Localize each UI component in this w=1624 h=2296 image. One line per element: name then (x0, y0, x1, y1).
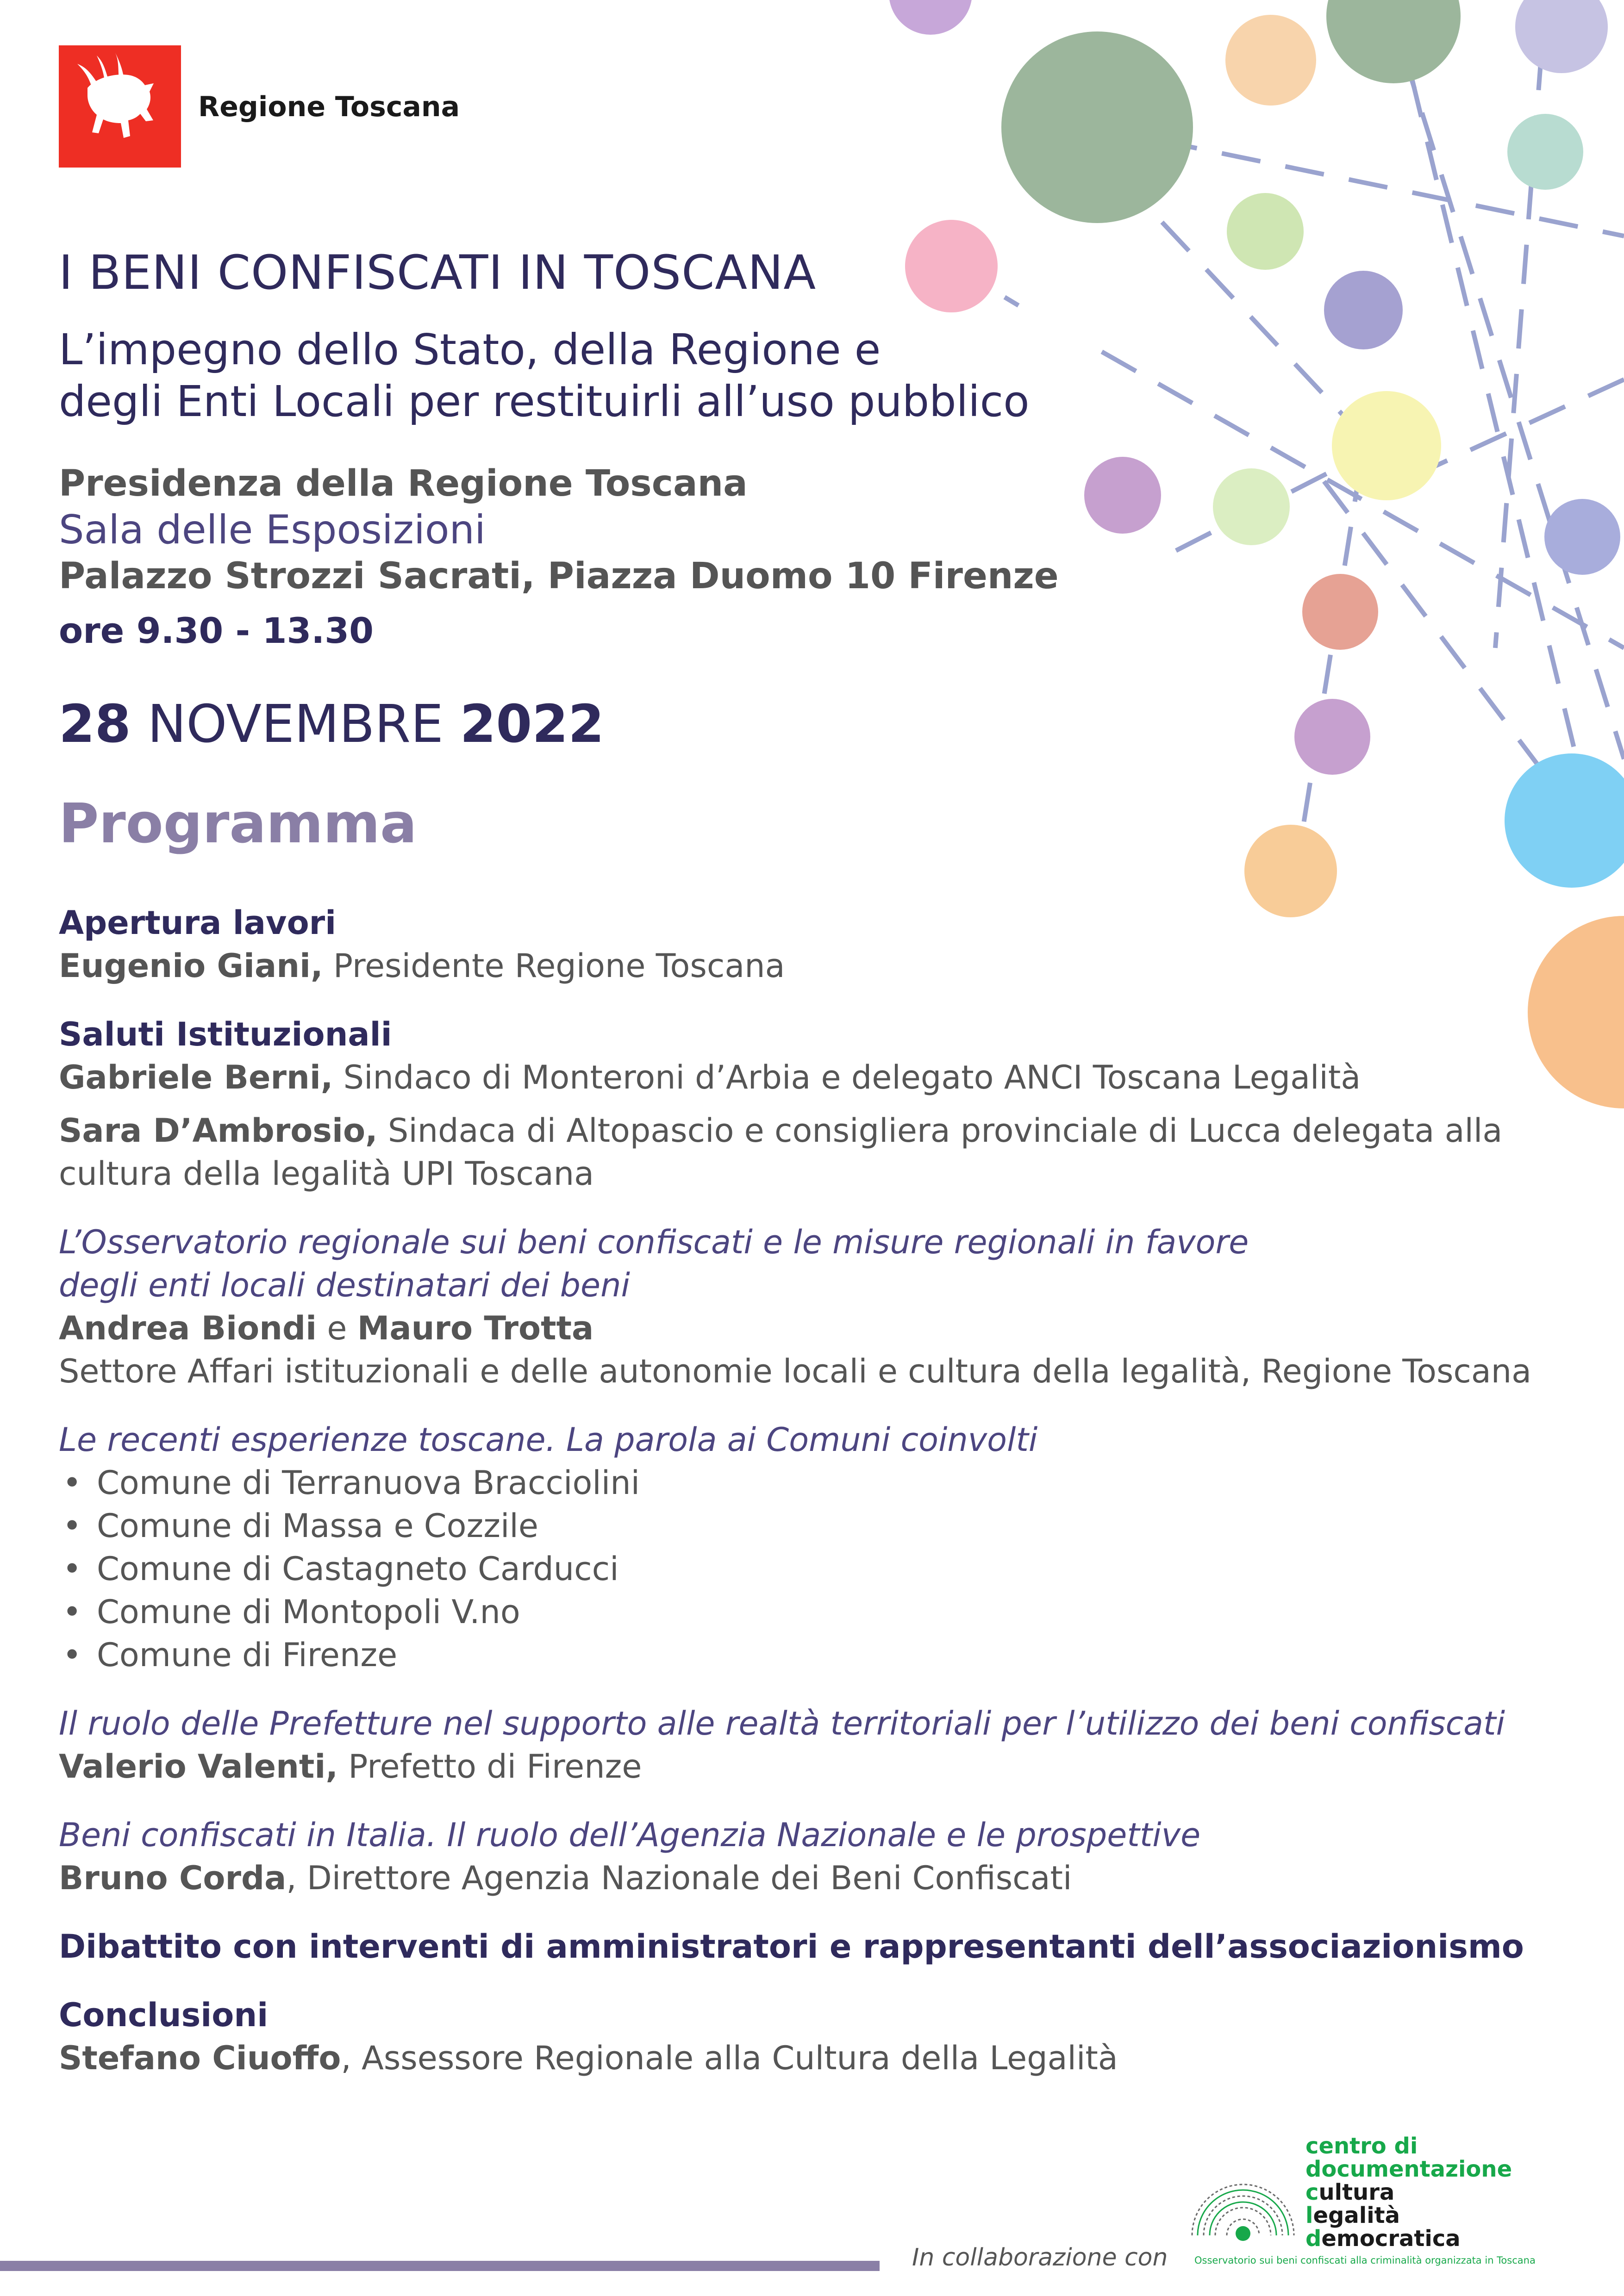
event-title: I BENI CONFISCATI IN TOSCANA (59, 245, 817, 300)
speaker-line (59, 1745, 1563, 1788)
topic-line: L’Osservatorio regionale sui beni confiscati e le misure regionali in favore (59, 1223, 1249, 1261)
event-subtitle (59, 324, 1030, 428)
speaker-role: Sindaco di Monteroni d’Arbia e delegato ANCI Toscana Legalità (333, 1058, 1361, 1096)
cdl-logo-text (1305, 2134, 1512, 2250)
cdl-line: cultura (1305, 2179, 1395, 2205)
subtitle-line: degli Enti Locali per restituirli all’uso pubblico (59, 377, 1030, 426)
list-item: • Comune di Massa e Cozzile (59, 1505, 1563, 1548)
speaker-role: Prefetto di Firenze (337, 1748, 642, 1786)
list-item: • Comune di Montopoli V.no (59, 1591, 1563, 1634)
speaker-line (59, 1857, 1563, 1900)
list-item: • Comune di Terranuova Bracciolini (59, 1462, 1563, 1505)
cdl-subtitle: Osservatorio sui beni confiscati alla criminalità organizzata in Toscana (1194, 2255, 1536, 2266)
bullet: • (62, 1593, 82, 1631)
subtitle-line: L’impegno dello Stato, della Regione e (59, 325, 881, 374)
event-date (59, 694, 604, 754)
bullet: • (62, 1636, 82, 1674)
venue-address: Palazzo Strozzi Sacrati, Piazza Duomo 10 Firenze (59, 555, 1059, 597)
topic-line: Le recenti esperienze toscane. La parola ai Comuni coinvolti (59, 1421, 1038, 1459)
speaker-role: Presidente Regione Toscana (323, 947, 785, 985)
municipality-list (59, 1462, 1563, 1677)
section-prefectures (59, 1702, 1563, 1788)
topic-line: Il ruolo delle Prefetture nel supporto alle realtà territoriali per l’utilizzo dei beni confiscati (59, 1705, 1505, 1742)
speaker-name: Valerio Valenti, (59, 1748, 338, 1786)
speaker-line (59, 1056, 1563, 1099)
list-item: • Comune di Firenze (59, 1634, 1563, 1677)
section-municipalities (59, 1419, 1563, 1677)
cdl-line: democratica (1305, 2226, 1461, 2252)
section-opening (59, 902, 1563, 988)
section-head: Saluti Istituzionali (59, 1015, 392, 1053)
speaker-line (59, 2037, 1563, 2080)
program-content (59, 902, 1563, 2105)
program-title: Programma (59, 791, 417, 855)
event-hours: ore 9.30 - 13.30 (59, 610, 374, 651)
section-agency (59, 1814, 1563, 1900)
regione-toscana-logo (59, 45, 181, 168)
section-conclusions (59, 1994, 1563, 2080)
speaker-role: cultura della legalità UPI Toscana (59, 1155, 594, 1193)
topic-line: Beni confiscati in Italia. Il ruolo dell’Agenzia Nazionale e le prospettive (59, 1816, 1201, 1854)
speaker-line (59, 1109, 1563, 1195)
speaker-name: Andrea Biondi (59, 1309, 317, 1347)
speaker-name: Sara D’Ambrosio, (59, 1112, 378, 1150)
venue-organizer: Presidenza della Regione Toscana (59, 463, 748, 504)
speaker-role: Settore Affari istituzionali e delle autonomie locali e cultura della legalità, Regione Toscana (59, 1352, 1532, 1390)
cdl-line: legalità (1305, 2203, 1400, 2228)
speaker-role: , Assessore Regionale alla Cultura della Legalità (341, 2039, 1118, 2077)
section-greetings (59, 1013, 1563, 1195)
bullet: • (62, 1507, 82, 1545)
cdl-emblem-icon (1178, 2124, 1308, 2249)
cdl-line: centro di (1305, 2133, 1418, 2159)
section-head: Conclusioni (59, 1996, 269, 2034)
section-observatory (59, 1221, 1563, 1393)
pegasus-icon (59, 45, 181, 168)
section-head: Apertura lavori (59, 904, 337, 942)
speaker-name: Stefano Ciuoffo (59, 2039, 341, 2077)
footer-divider (0, 2261, 880, 2271)
speaker-name: Eugenio Giani, (59, 947, 323, 985)
speaker-role: , Direttore Agenzia Nazionale dei Beni Confiscati (286, 1859, 1072, 1897)
speaker-line (59, 1307, 1563, 1350)
speaker-name: Mauro Trotta (357, 1309, 594, 1347)
section-head: Dibattito con interventi di amministratori e rappresentanti dell’associazionismo (59, 1928, 1524, 1966)
speaker-name: Bruno Corda (59, 1859, 287, 1897)
list-item: • Comune di Castagneto Carducci (59, 1548, 1563, 1591)
venue-room: Sala delle Esposizioni (59, 507, 486, 553)
date-day: 28 (59, 694, 131, 754)
collaboration-label: In collaborazione con (912, 2244, 1168, 2271)
speaker-line (59, 945, 1563, 988)
date-year: 2022 (460, 694, 605, 754)
cdl-line: documentazione (1305, 2156, 1512, 2182)
logo-text: Regione Toscana (198, 91, 460, 123)
bullet: • (62, 1464, 82, 1502)
date-month: NOVEMBRE (131, 694, 460, 754)
conjunction: e (317, 1309, 357, 1347)
topic-line: degli enti locali destinatari dei beni (59, 1266, 630, 1304)
speaker-name: Gabriele Berni, (59, 1058, 333, 1096)
speaker-role: Sindaca di Altopascio e consigliera provinciale di Lucca delegata alla (377, 1112, 1503, 1150)
section-debate (59, 1925, 1563, 1968)
bullet: • (62, 1550, 82, 1588)
